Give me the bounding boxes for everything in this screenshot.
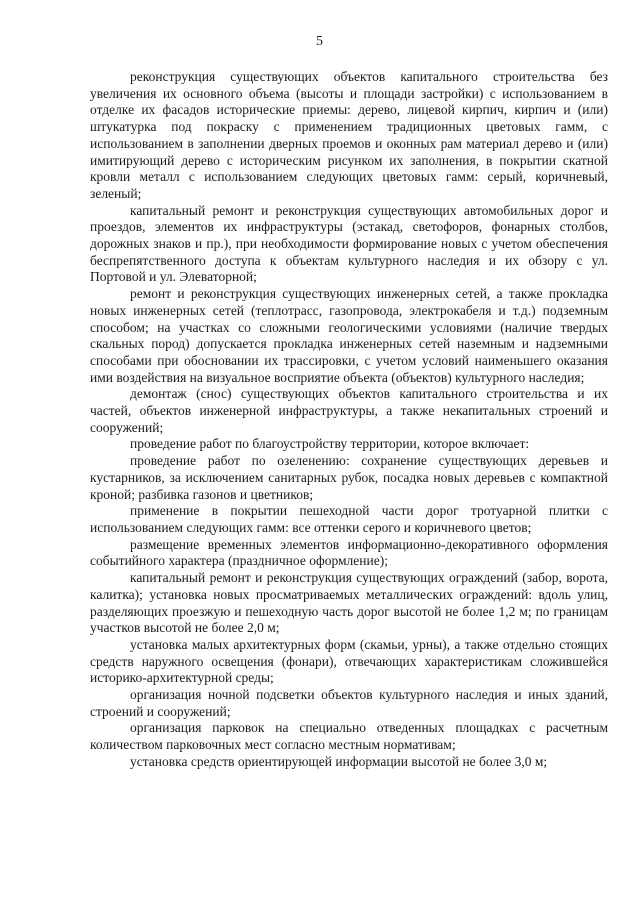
paragraph: установка средств ориентирующей информации высотой не более 3,0 м; [130,753,548,769]
paragraph: капитальный ремонт и реконструкция существующих ограждений (забор, ворота, калитка); установка новых просматриваемых металлических ограждений: вдоль улиц, разделяющих проезжую и пешеходную часть дорог высотой не более 1,2 м; по границам участков высотой не более 2,0 м; [90,570,608,636]
paragraph: организация парковок на специально отведенных площадках с расчетным количеством парковочных мест согласно местным нормативам; [90,720,608,753]
paragraph: применение в покрытии пешеходной части дорог тротуарной плитки с использованием следующих гамм: все оттенки серого и коричневого цветов; [90,503,608,535]
paragraph: капитальный ремонт и реконструкция существующих автомобильных дорог и проездов, элементов их инфраструктуры (эстакад, светофоров, фонарных столбов, дорожных знаков и пр.), при необходимости формирование новых с учетом обеспечения беспрепятственного доступа к объектам культурного наследия и их обзору с ул. Портовой и ул. Элеваторной; [90,202,608,285]
paragraph: демонтаж (снос) существующих объектов капитального строительства и их частей, объектов инженерной инфраструктуры, а также некапитальных строений и сооружений; [90,386,608,435]
paragraph: реконструкция существующих объектов капитального строительства без увеличения их основного объема (высоты и площади застройки) с использованием в отделке их фасадов исторические приемы: дерево, лицевой кирпич, кирпич и (или) штукатурка под покраску с применением традиционных цветовых гамм, с использованием в заполнении дверных проемов и оконных рам материал дерево и (или) имитирующий дерево с историческим рисунком их заполнения, в покрытии скатной кровли металл с использованием следующих цветовых гамм: серый, коричневый, зеленый; [90,69,608,201]
paragraph: ремонт и реконструкция существующих инженерных сетей, а также прокладка новых инженерных сетей (теплотрасс, газопровода, электрокабеля и т.д.) подземным способом; на участках со сложными геологическими условиями (наличие твердых скальных пород) допускается прокладка инженерных сетей наземным и надземными способами при обосновании их трассировки, с учетом условий наименьшего оказания ими воздействия на визуальное восприятие объекта (объектов) культурного наследия; [90,286,608,385]
paragraph: организация ночной подсветки объектов культурного наследия и иных зданий, строений и сооружений; [90,687,608,719]
paragraph: установка малых архитектурных форм (скамьи, урны), а также отдельно стоящих средств наружного освещения (фонари), отвечающих характеристикам сложившейся историко-архитектурной среды; [90,636,608,686]
page-number: 5 [316,34,323,49]
document-body [90,69,608,771]
paragraph: размещение временных элементов информационно-декоративного оформления событийного характера (праздничное оформление); [90,536,608,569]
paragraph: проведение работ по озеленению: сохранение существующих деревьев и кустарников, за исключением санитарных рубок, посадка новых деревьев с компактной кроной; разбивка газонов и цветников; [90,453,608,502]
paragraph: проведение работ по благоустройству территории, которое включает: [130,436,530,452]
